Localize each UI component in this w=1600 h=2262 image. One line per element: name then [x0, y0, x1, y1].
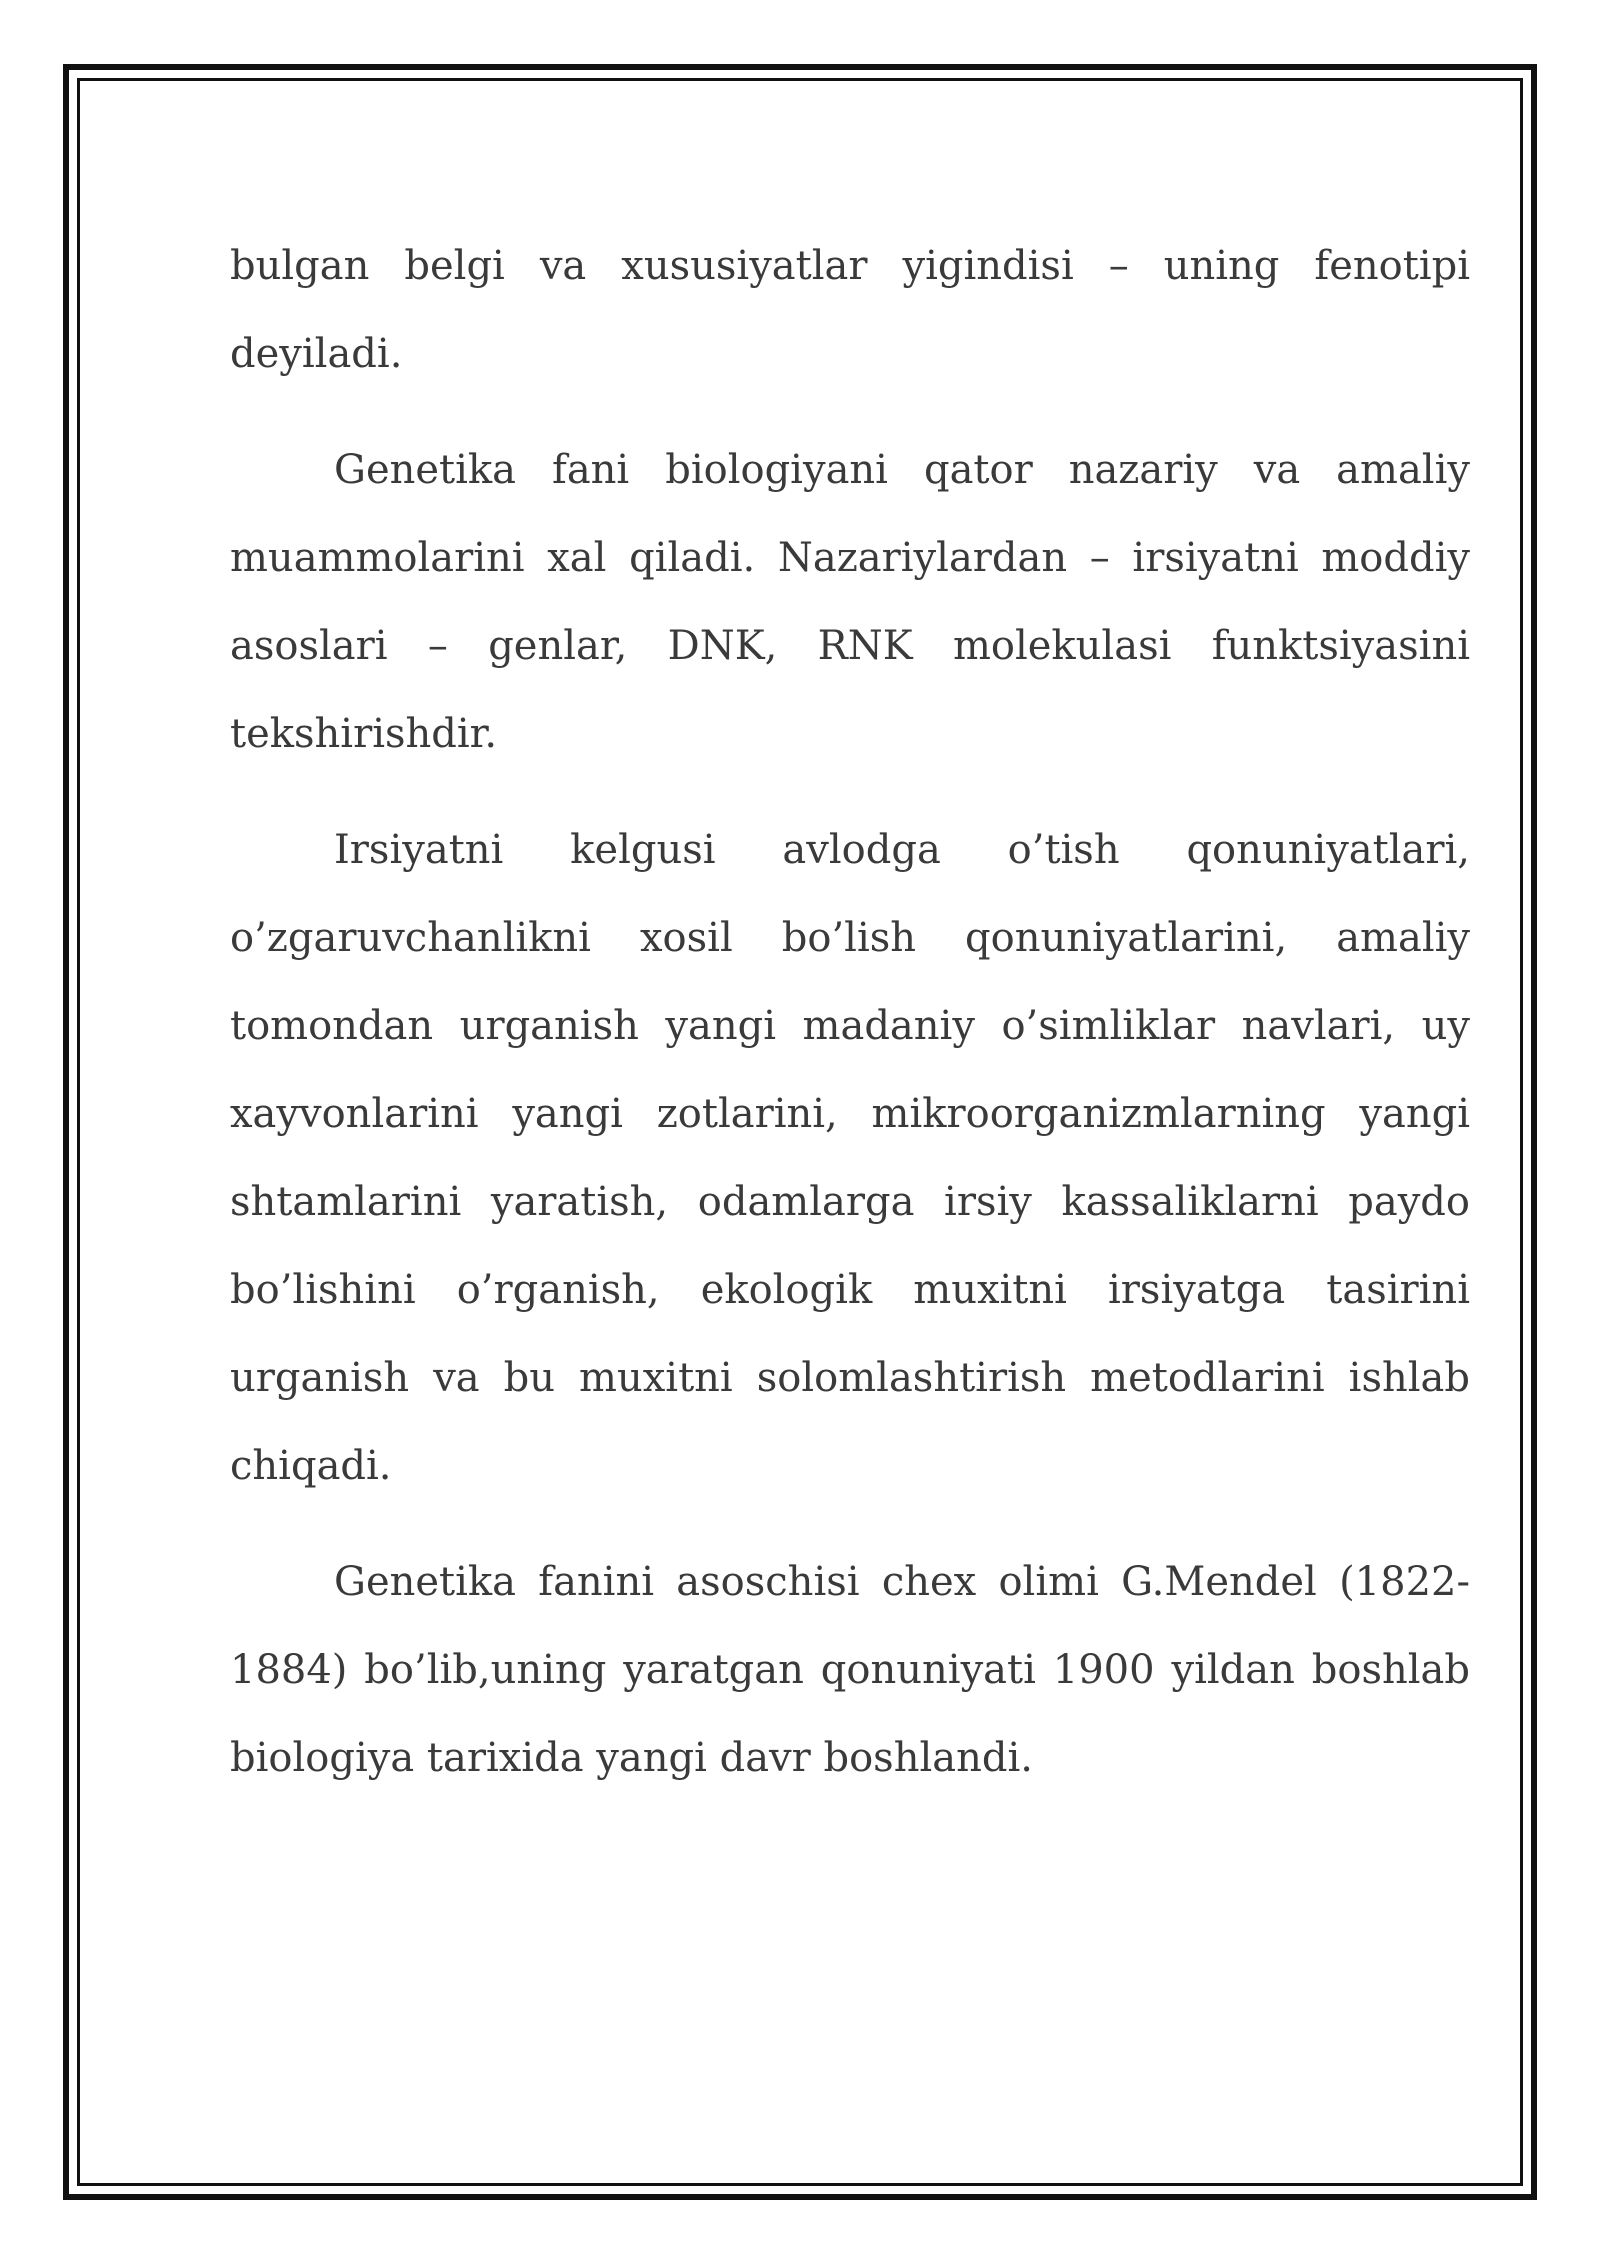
paragraph-3: Irsiyatni kelgusi avlodga o’tish qonuniyatlari, o’zgaruvchanlikni xosil bo’lish qonuniyatlarini, amaliy tomondan urganish yangi madaniy o’simliklar navlari, uy xayvonlarini yangi zotlarini, mikroorganizmlarning yangi shtamlarini yaratish, odamlarga irsiy kassaliklarni paydo bo’lishini o’rganish, ekologik muxitni irsiyatga tasirini urganish va bu muxitni solomlashtirish metodlarini ishlab chiqadi. — [230, 827, 1470, 1489]
document-body — [230, 222, 1470, 1830]
paragraph-1: bulgan belgi va xususiyatlar yigindisi – uning fenotipi deyiladi. — [230, 243, 1470, 377]
paragraph-4: Genetika fanini asoschisi chex olimi G.Mendel (1822-1884) bo’lib,uning yaratgan qonuniyati 1900 yildan boshlab biologiya tarixida yangi davr boshlandi. — [230, 1559, 1470, 1781]
paragraph-2: Genetika fani biologiyani qator nazariy va amaliy muammolarini xal qiladi. Nazariylardan – irsiyatni moddiy asoslari – genlar, DNK, RNK molekulasi funktsiyasini tekshirishdir. — [230, 447, 1470, 757]
